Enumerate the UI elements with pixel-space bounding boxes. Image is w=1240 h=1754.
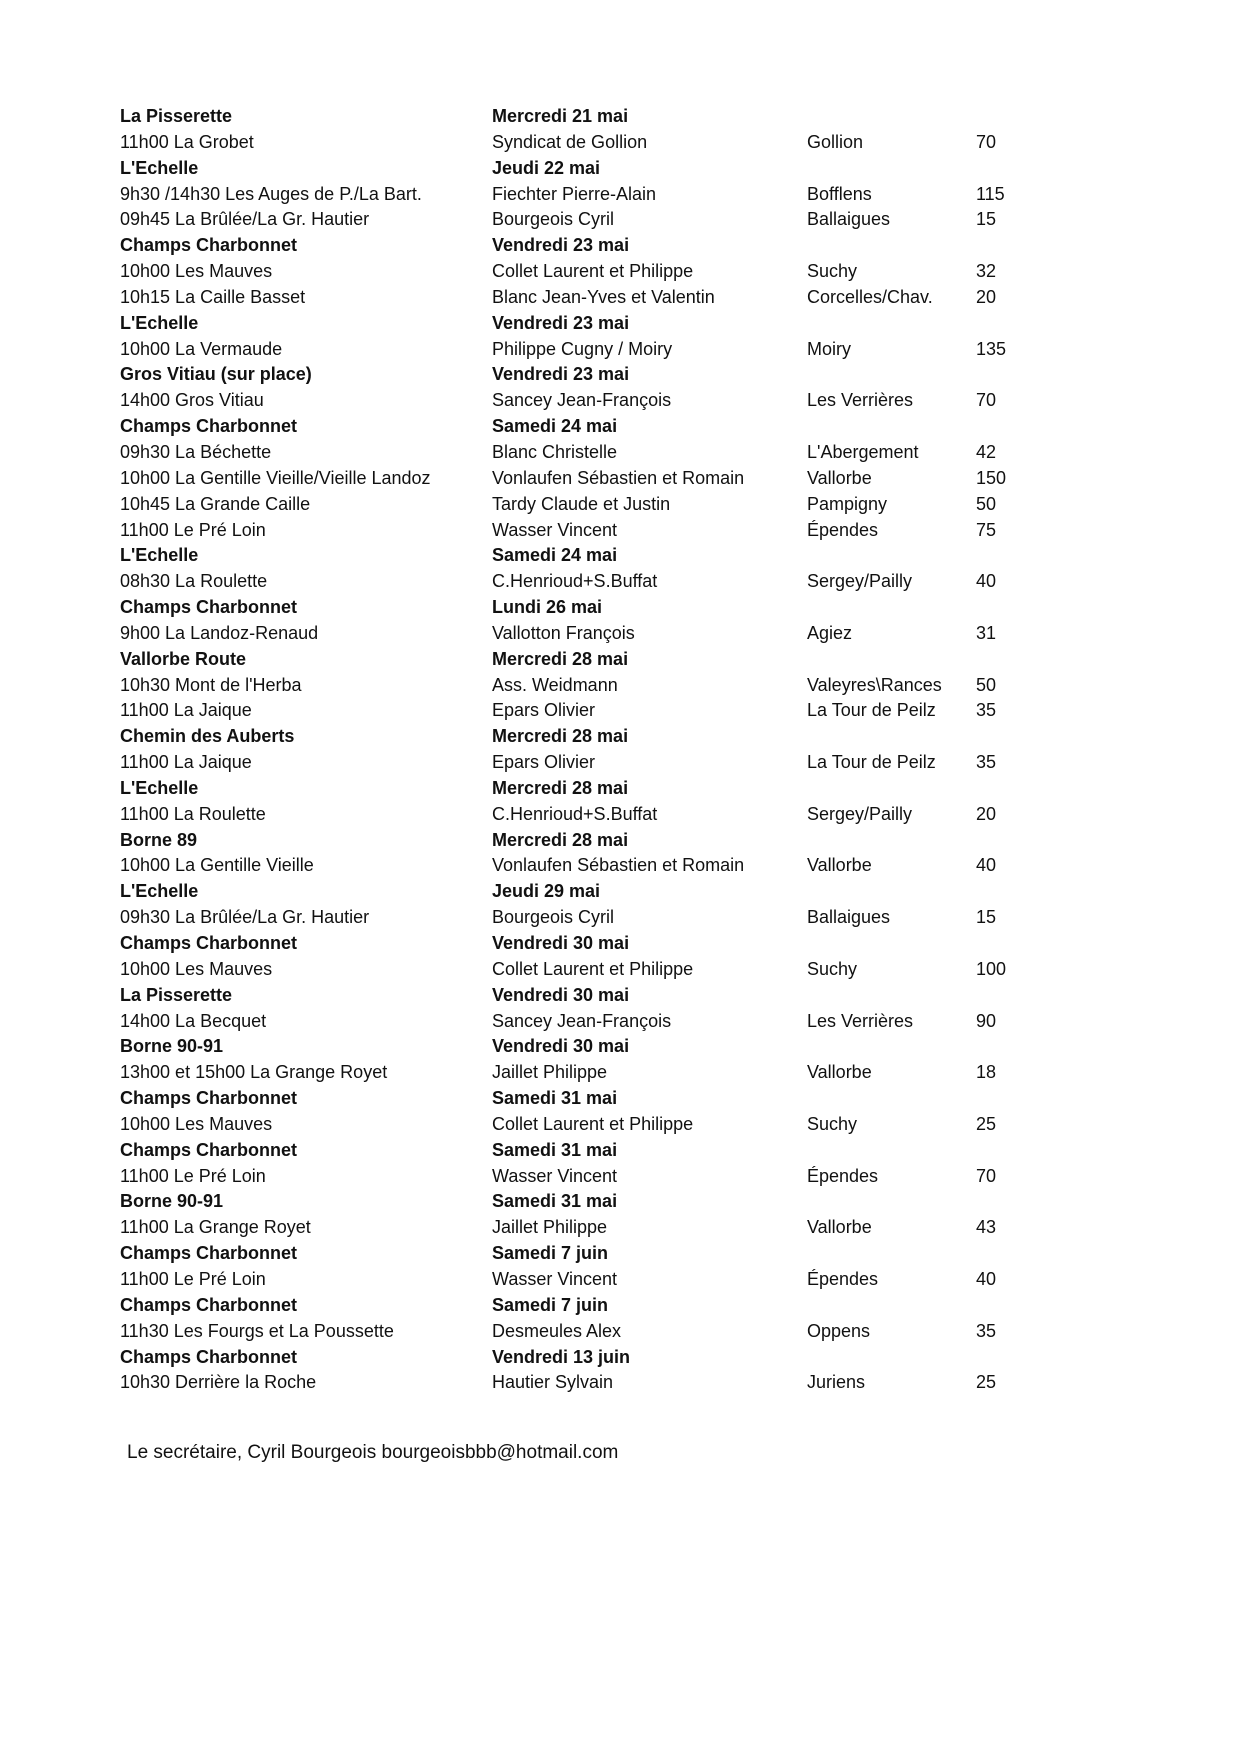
section-header (120, 156, 1020, 182)
town: Épendes (807, 1165, 879, 1186)
time-and-site: 10h00 La Vermaude (120, 338, 283, 359)
schedule-entry (120, 1009, 1020, 1035)
town: Ballaigues (807, 907, 891, 928)
date-label: Vendredi 23 mai (492, 312, 630, 333)
participant-count: 150 (976, 467, 1007, 488)
town: Les Verrières (807, 390, 914, 411)
schedule-entry (120, 1319, 1020, 1345)
location-name: L'Echelle (120, 545, 199, 566)
participant-count: 40 (976, 571, 997, 592)
group-name: Tardy Claude et Justin (492, 493, 671, 514)
section-header (120, 311, 1020, 337)
date-label: Mercredi 28 mai (492, 648, 629, 669)
section-header (120, 724, 1020, 750)
participant-count: 135 (976, 338, 1007, 359)
time-and-site: 9h30 /14h30 Les Auges de P./La Bart. (120, 183, 422, 204)
participant-count: 40 (976, 855, 997, 876)
location-name: Champs Charbonnet (120, 1088, 298, 1109)
location-name: Champs Charbonnet (120, 933, 298, 953)
schedule-entry (120, 802, 1020, 828)
group-name: Vonlaufen Sébastien et Romain (492, 855, 745, 876)
group-name: Hautier Sylvain (492, 1372, 614, 1393)
group-name: Blanc Christelle (492, 441, 618, 462)
town: Vallorbe (807, 467, 872, 488)
group-name: Epars Olivier (492, 752, 596, 773)
town: Oppens (807, 1320, 871, 1341)
section-header (120, 776, 1020, 802)
date-label: Samedi 24 mai (492, 416, 618, 437)
schedule-entry (120, 1267, 1020, 1293)
participant-count: 25 (976, 1113, 997, 1134)
schedule-entry (120, 466, 1020, 492)
time-and-site: 10h15 La Caille Basset (120, 286, 306, 307)
schedule-entry (120, 621, 1020, 647)
time-and-site: 11h00 Le Pré Loin (120, 519, 266, 540)
section-header (120, 104, 1020, 130)
group-name: Wasser Vincent (492, 519, 618, 540)
schedule-entry (120, 957, 1020, 983)
schedule-entry (120, 182, 1020, 208)
town: L'Abergement (807, 441, 919, 462)
date-label: Samedi 24 mai (492, 545, 618, 566)
schedule-entry (120, 207, 1020, 233)
participant-count: 115 (976, 183, 1005, 204)
time-and-site: 09h30 La Brûlée/La Gr. Hautier (120, 907, 370, 928)
participant-count: 20 (976, 286, 997, 307)
location-name: Champs Charbonnet (120, 597, 298, 618)
location-name: L'Echelle (120, 777, 199, 798)
schedule-entry (120, 259, 1020, 285)
time-and-site: 08h30 La Roulette (120, 571, 268, 592)
location-name: Borne 89 (120, 829, 198, 850)
participant-count: 90 (976, 1010, 997, 1031)
section-header (120, 828, 1020, 854)
town: Les Verrières (807, 1010, 914, 1031)
town: Gollion (807, 131, 864, 152)
group-name: Collet Laurent et Philippe (492, 958, 694, 979)
section-header (120, 983, 1020, 1009)
date-label: Vendredi 23 mai (492, 364, 630, 385)
participant-count: 50 (976, 493, 997, 514)
section-header (120, 414, 1020, 440)
section-header (120, 1293, 1020, 1319)
section-header (120, 1345, 1020, 1371)
schedule-entry (120, 518, 1020, 544)
participant-count: 42 (976, 441, 997, 462)
date-label: Vendredi 13 juin (492, 1346, 631, 1367)
participant-count: 25 (976, 1372, 997, 1393)
group-name: C.Henrioud+S.Buffat (492, 803, 658, 824)
schedule-entry (120, 1060, 1020, 1086)
time-and-site: 14h00 Gros Vitiau (120, 390, 264, 411)
date-label: Lundi 26 mai (492, 597, 603, 618)
town: Pampigny (807, 493, 888, 514)
group-name: Vonlaufen Sébastien et Romain (492, 467, 745, 488)
participant-count: 18 (976, 1062, 997, 1083)
group-name: Blanc Jean-Yves et Valentin (492, 286, 715, 307)
participant-count: 32 (976, 261, 997, 282)
location-name: La Pisserette (120, 984, 233, 1005)
location-name: Borne 90-91 (120, 1191, 224, 1212)
schedule-entry (120, 1112, 1020, 1138)
participant-count: 15 (976, 209, 997, 230)
section-header (120, 543, 1020, 569)
date-label: Samedi 31 mai (492, 1088, 618, 1109)
time-and-site: 11h00 Le Pré Loin (120, 1268, 266, 1289)
location-name: L'Echelle (120, 157, 199, 178)
location-name: Chemin des Auberts (120, 726, 295, 747)
time-and-site: 11h00 La Jaique (120, 700, 252, 721)
time-and-site: 11h00 La Grange Royet (120, 1217, 311, 1238)
schedule-entry (120, 905, 1020, 931)
section-header (120, 1189, 1020, 1215)
town: Vallorbe (807, 1217, 872, 1238)
town: Ballaigues (807, 209, 891, 230)
schedule-entry (120, 440, 1020, 466)
section-header (120, 1241, 1020, 1267)
participant-count: 70 (976, 131, 997, 152)
group-name: Sancey Jean-François (492, 390, 672, 411)
time-and-site: 10h00 Les Mauves (120, 1113, 273, 1134)
participant-count: 75 (976, 519, 997, 540)
section-header (120, 233, 1020, 259)
section-header (120, 1086, 1020, 1112)
time-and-site: 10h30 Derrière la Roche (120, 1372, 317, 1393)
time-and-site: 09h30 La Béchette (120, 441, 272, 462)
date-label: Samedi 7 juin (492, 1243, 609, 1264)
group-name: Wasser Vincent (492, 1268, 618, 1289)
participant-count: 20 (976, 803, 997, 824)
location-name: Champs Charbonnet (120, 1139, 298, 1160)
time-and-site: 10h00 La Gentille Vieille (120, 855, 314, 876)
date-label: Mercredi 28 mai (492, 777, 629, 798)
group-name: Bourgeois Cyril (492, 209, 615, 230)
date-label: Vendredi 30 mai (492, 933, 630, 953)
group-name: Jaillet Philippe (492, 1062, 608, 1083)
section-header (120, 931, 1020, 957)
section-header (120, 1138, 1020, 1164)
time-and-site: 9h00 La Landoz-Renaud (120, 622, 319, 643)
date-label: Vendredi 23 mai (492, 235, 630, 256)
group-name: C.Henrioud+S.Buffat (492, 571, 658, 592)
participant-count: 50 (976, 674, 997, 695)
town: Suchy (807, 958, 858, 979)
location-name: Champs Charbonnet (120, 416, 298, 437)
schedule-entry (120, 1215, 1020, 1241)
section-header (120, 595, 1020, 621)
participant-count: 15 (976, 907, 997, 928)
section-header (120, 1034, 1020, 1060)
footer-signature: Le secrétaire, Cyril Bourgeois bourgeoisbbb@hotmail.com (127, 1442, 619, 1463)
group-name: Jaillet Philippe (492, 1217, 608, 1238)
date-label: Mercredi 28 mai (492, 829, 629, 850)
location-name: Vallorbe Route (120, 648, 247, 669)
group-name: Syndicat de Gollion (492, 131, 648, 152)
participant-count: 70 (976, 390, 997, 411)
time-and-site: 13h00 et 15h00 La Grange Royet (120, 1062, 388, 1083)
section-header (120, 879, 1020, 905)
date-label: Vendredi 30 mai (492, 1036, 630, 1057)
group-name: Vallotton François (492, 622, 635, 643)
schedule-entry (120, 492, 1020, 518)
location-name: L'Echelle (120, 312, 199, 333)
group-name: Bourgeois Cyril (492, 907, 615, 928)
town: Juriens (807, 1372, 866, 1393)
schedule-entry (120, 673, 1020, 699)
location-name: La Pisserette (120, 106, 233, 126)
town: Bofflens (807, 183, 872, 204)
town: Épendes (807, 1268, 879, 1289)
location-name: Gros Vitiau (sur place) (120, 364, 312, 385)
schedule-entry (120, 337, 1020, 363)
date-label: Samedi 31 mai (492, 1191, 618, 1212)
schedule-entry (120, 698, 1020, 724)
town: Suchy (807, 261, 858, 282)
participant-count: 31 (976, 622, 997, 643)
participant-count: 40 (976, 1268, 997, 1289)
time-and-site: 11h00 Le Pré Loin (120, 1165, 266, 1186)
time-and-site: 09h45 La Brûlée/La Gr. Hautier (120, 209, 370, 230)
time-and-site: 10h30 Mont de l'Herba (120, 674, 302, 695)
participant-count: 70 (976, 1165, 997, 1186)
group-name: Ass. Weidmann (492, 674, 618, 695)
time-and-site: 11h30 Les Fourgs et La Poussette (120, 1320, 394, 1341)
town: Vallorbe (807, 855, 872, 876)
time-and-site: 14h00 La Becquet (120, 1010, 267, 1031)
time-and-site: 10h00 Les Mauves (120, 958, 273, 979)
group-name: Collet Laurent et Philippe (492, 261, 694, 282)
group-name: Fiechter Pierre-Alain (492, 183, 657, 204)
schedule-list (120, 104, 1020, 1396)
town: Sergey/Pailly (807, 571, 913, 592)
location-name: Champs Charbonnet (120, 1346, 298, 1367)
location-name: Borne 90-91 (120, 1036, 224, 1057)
time-and-site: 11h00 La Grobet (120, 131, 254, 152)
town: Corcelles/Chav. (807, 286, 933, 307)
participant-count: 35 (976, 1320, 997, 1341)
group-name: Collet Laurent et Philippe (492, 1113, 694, 1134)
schedule-entry (120, 130, 1020, 156)
schedule-entry (120, 853, 1020, 879)
schedule-entry (120, 1164, 1020, 1190)
location-name: Champs Charbonnet (120, 1243, 298, 1264)
town: La Tour de Peilz (807, 752, 936, 773)
date-label: Mercredi 21 mai (492, 106, 629, 126)
group-name: Philippe Cugny / Moiry (492, 338, 673, 359)
group-name: Sancey Jean-François (492, 1010, 672, 1031)
time-and-site: 10h45 La Grande Caille (120, 493, 311, 514)
town: Sergey/Pailly (807, 803, 913, 824)
group-name: Wasser Vincent (492, 1165, 618, 1186)
town: Vallorbe (807, 1062, 872, 1083)
participant-count: 35 (976, 700, 997, 721)
location-name: Champs Charbonnet (120, 235, 298, 256)
town: Épendes (807, 519, 879, 540)
location-name: L'Echelle (120, 881, 199, 902)
time-and-site: 10h00 Les Mauves (120, 261, 273, 282)
group-name: Desmeules Alex (492, 1320, 622, 1341)
town: La Tour de Peilz (807, 700, 936, 721)
location-name: Champs Charbonnet (120, 1294, 298, 1315)
town: Moiry (807, 338, 851, 359)
participant-count: 35 (976, 752, 997, 773)
participant-count: 43 (976, 1217, 997, 1238)
town: Valeyres\Rances (807, 674, 942, 695)
time-and-site: 11h00 La Roulette (120, 803, 266, 824)
town: Agiez (807, 622, 853, 643)
group-name: Epars Olivier (492, 700, 596, 721)
schedule-entry (120, 388, 1020, 414)
schedule-entry (120, 285, 1020, 311)
date-label: Samedi 7 juin (492, 1294, 609, 1315)
section-header (120, 362, 1020, 388)
date-label: Jeudi 22 mai (492, 157, 601, 178)
date-label: Mercredi 28 mai (492, 726, 629, 747)
date-label: Jeudi 29 mai (492, 881, 601, 902)
participant-count: 100 (976, 958, 1007, 979)
time-and-site: 10h00 La Gentille Vieille/Vieille Landoz (120, 467, 431, 488)
schedule-entry (120, 1370, 1020, 1396)
schedule-entry (120, 569, 1020, 595)
schedule-entry (120, 750, 1020, 776)
date-label: Vendredi 30 mai (492, 984, 630, 1005)
date-label: Samedi 31 mai (492, 1139, 618, 1160)
time-and-site: 11h00 La Jaique (120, 752, 252, 773)
section-header (120, 647, 1020, 673)
town: Suchy (807, 1113, 858, 1134)
